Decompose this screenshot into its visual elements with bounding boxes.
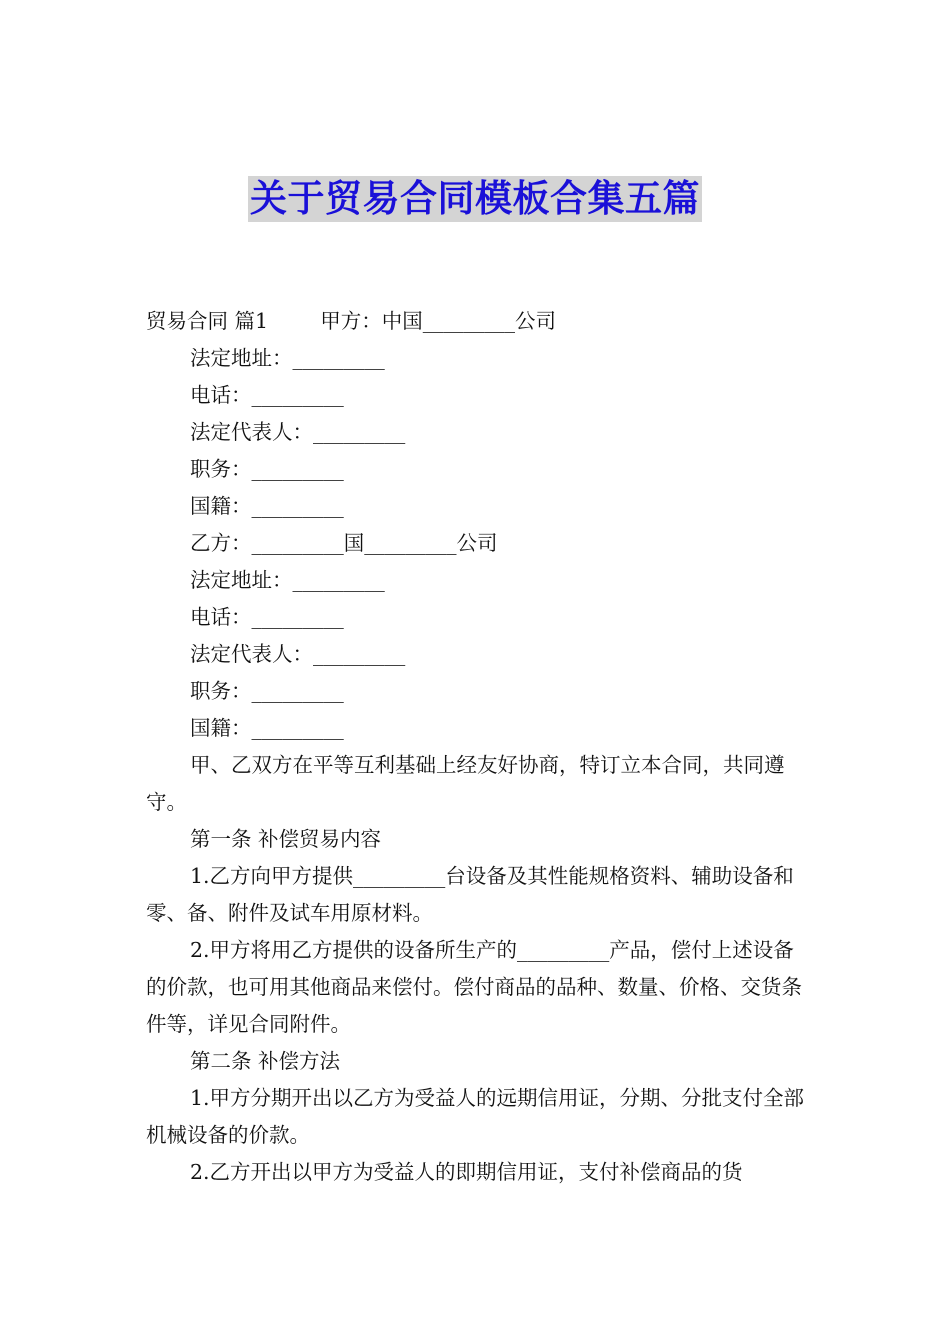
article-2-item-1: 1.甲方分期开出以乙方为受益人的远期信用证，分期、分批支付全部机械设备的价款。 [146, 1086, 805, 1147]
party-b-legal-rep: 法定代表人：_________ [190, 642, 406, 666]
party-a-legal-rep: 法定代表人：_________ [190, 420, 406, 444]
article-1-heading: 第一条 补偿贸易内容 [190, 827, 382, 851]
party-b-address: 法定地址：_________ [190, 568, 385, 592]
article-1-item-1: 1.乙方向甲方提供_________台设备及其性能规格资料、辅助设备和零、备、附件及试车用原材料。 [146, 864, 794, 925]
title-wrap [0, 176, 950, 222]
party-a-address: 法定地址：_________ [190, 346, 385, 370]
party-b-position: 职务：_________ [190, 679, 344, 703]
article-2-heading: 第二条 补偿方法 [190, 1049, 341, 1073]
document-title: 关于贸易合同模板合集五篇 [250, 177, 700, 220]
party-a-nationality: 国籍：_________ [190, 494, 344, 518]
party-b-line: 乙方：_________国_________公司 [190, 531, 498, 555]
party-a-position: 职务：_________ [190, 457, 344, 481]
party-b-nationality: 国籍：_________ [190, 716, 344, 740]
party-a-phone: 电话：_________ [190, 383, 344, 407]
article-1-item-2: 2.甲方将用乙方提供的设备所生产的_________产品，偿付上述设备的价款，也可用其他商品来偿付。偿付商品的品种、数量、价格、交货条件等，详见合同附件。 [146, 938, 802, 1036]
document-body [146, 303, 806, 1191]
party-b-phone: 电话：_________ [190, 605, 344, 629]
contract-heading-line: 贸易合同 篇1 甲方：中国_________公司 [146, 309, 556, 333]
article-2-item-2: 2.乙方开出以甲方为受益人的即期信用证，支付补偿商品的货 [190, 1160, 743, 1184]
preamble-paragraph: 甲、乙双方在平等互利基础上经友好协商，特订立本合同，共同遵守。 [146, 753, 785, 814]
